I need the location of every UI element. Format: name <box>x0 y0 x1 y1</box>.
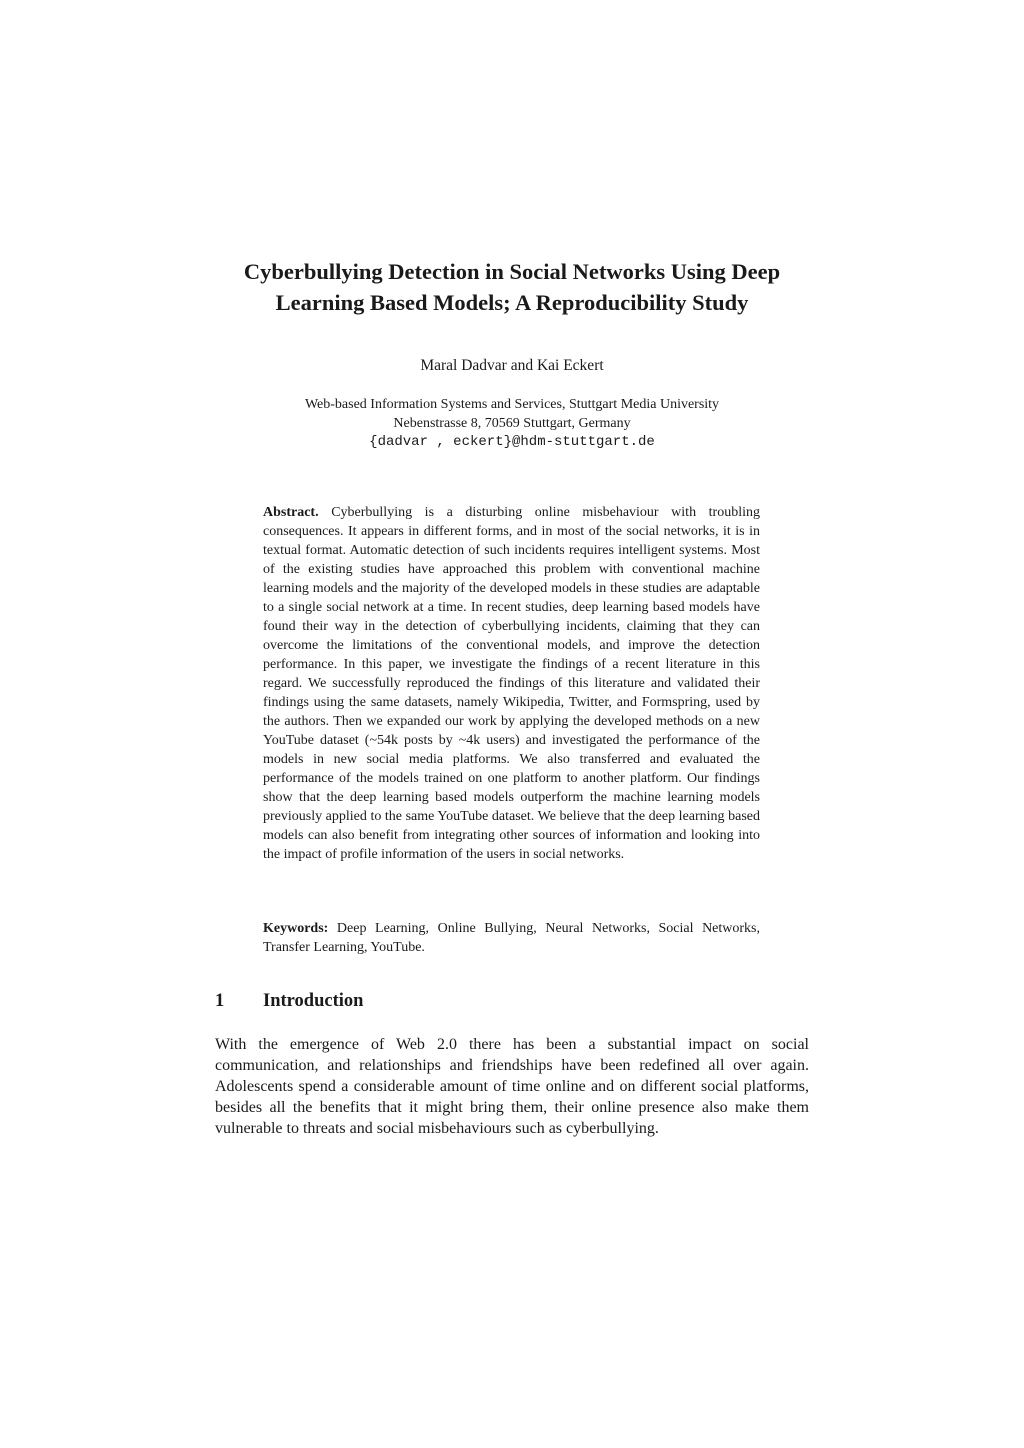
affiliation-block <box>200 395 824 452</box>
author-email: {dadvar , eckert}@hdm-stuttgart.de <box>369 434 655 450</box>
affiliation-address: Nebenstrasse 8, 70569 Stuttgart, Germany <box>393 416 631 431</box>
abstract-text: Cyberbullying is a disturbing online misbehaviour with troubling consequences. It appears in different forms, and in most of the social networks, it is in textual format. Automatic detection of such incidents requires intelligent systems. Most of the existing studies have approached this problem with conventional machine learning models and the majority of the developed models in these studies are adaptable to a single social network at a time. In recent studies, deep learning based models have found their way in the detection of cyberbullying incidents, claiming that they can overcome the limitations of the conventional models, and improve the detection performance. In this paper, we investigate the findings of a recent literature in this regard. We successfully reproduced the findings of this literature and validated their findings using the same datasets, namely Wikipedia, Twitter, and Formspring, used by the authors. Then we expanded our work by applying the developed methods on a new YouTube dataset (~54k posts by ~4k users) and investigated the performance of the models in new social media platforms. We also transferred and evaluated the performance of the models trained on one platform to another platform. Our findings show that the deep learning based models outperform the machine learning models previously applied to the same YouTube dataset. We believe that the deep learning based models can also benefit from integrating other sources of information and looking into the impact of profile information of the users in social networks. <box>263 505 760 862</box>
keywords-label: Keywords: <box>263 921 329 936</box>
author-list: Maral Dadvar and Kai Eckert <box>420 357 604 374</box>
paper-title-line-1: Cyberbullying Detection in Social Networks Using Deep <box>243 259 781 284</box>
introduction-paragraph: With the emergence of Web 2.0 there has been a substantial impact on social communication, and relationships and friendships have been redefined all over again. Adolescents spend a considerable amount of time online and on different social platforms, besides all the benefits that it might bring them, their online presence also make them vulnerable to threats and social misbehaviours such as cyberbullying. <box>215 1036 809 1137</box>
abstract <box>263 503 760 864</box>
keywords <box>263 919 760 957</box>
affiliation-institution: Web-based Information Systems and Services, Stuttgart Media University <box>304 397 720 412</box>
abstract-label: Abstract. <box>263 505 319 520</box>
section-heading-introduction <box>215 989 815 1013</box>
paper-title <box>200 256 824 318</box>
keywords-text: Deep Learning, Online Bullying, Neural Networks, Social Networks, Transfer Learning, YouTube. <box>263 921 761 955</box>
section-number: 1 <box>215 991 225 1011</box>
section-title: Introduction <box>263 991 364 1011</box>
paper-title-line-2: Learning Based Models; A Reproducibility Study <box>275 290 749 315</box>
